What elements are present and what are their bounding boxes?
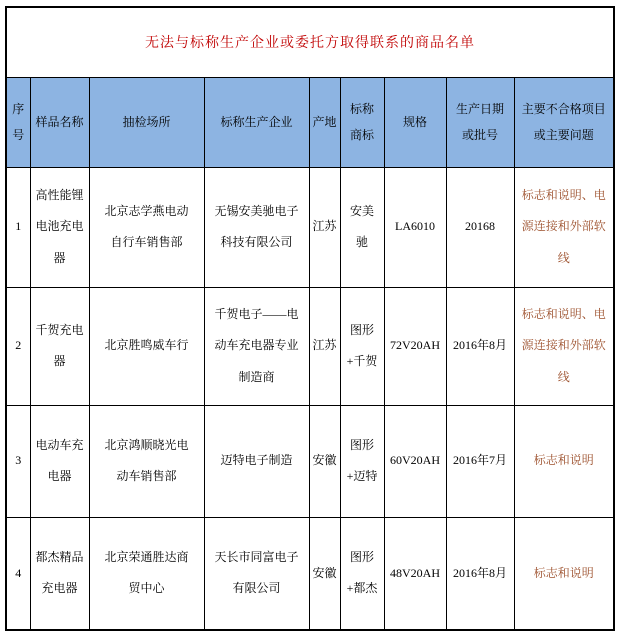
table-cell: 72V20AH: [384, 287, 446, 405]
table-row: [6, 167, 614, 287]
table-cell: 千贺充电器: [30, 287, 89, 405]
column-header: 产地: [309, 77, 340, 167]
table-cell: 北京荣通胜达商贸中心: [89, 517, 204, 630]
table-cell: 标志和说明: [514, 517, 614, 630]
table-cell: 迈特电子制造: [204, 405, 309, 517]
table-cell: 安美驰: [340, 167, 384, 287]
table-cell: 60V20AH: [384, 405, 446, 517]
table-cell: 江苏: [309, 287, 340, 405]
table-cell: 无锡安美驰电子科技有限公司: [204, 167, 309, 287]
column-header: 序号: [6, 77, 30, 167]
table-cell: 2016年8月: [446, 517, 514, 630]
column-header: 样品名称: [30, 77, 89, 167]
table-body: [6, 167, 614, 630]
table-cell: LA6010: [384, 167, 446, 287]
table-cell: 4: [6, 517, 30, 630]
table-cell: 图形+都杰: [340, 517, 384, 630]
table-cell: 北京鸿顺晓光电动车销售部: [89, 405, 204, 517]
table-cell: 北京胜鸣威车行: [89, 287, 204, 405]
inspection-results-table: [5, 6, 615, 631]
header-row: [6, 77, 614, 167]
table-cell: 标志和说明: [514, 405, 614, 517]
table-cell: 图形+千贺: [340, 287, 384, 405]
table-cell: 江苏: [309, 167, 340, 287]
column-header: 生产日期或批号: [446, 77, 514, 167]
table-cell: 2: [6, 287, 30, 405]
table-cell: 20168: [446, 167, 514, 287]
table-cell: 安徽: [309, 517, 340, 630]
column-header: 标称商标: [340, 77, 384, 167]
table-cell: 北京志学燕电动自行车销售部: [89, 167, 204, 287]
table-cell: 千贺电子——电动车充电器专业制造商: [204, 287, 309, 405]
table-cell: 高性能锂电池充电器: [30, 167, 89, 287]
column-header: 规格: [384, 77, 446, 167]
table-cell: 48V20AH: [384, 517, 446, 630]
title-row: [6, 7, 614, 77]
column-header: 抽检场所: [89, 77, 204, 167]
table-row: [6, 405, 614, 517]
table-cell: 天长市同富电子有限公司: [204, 517, 309, 630]
table-cell: 电动车充电器: [30, 405, 89, 517]
table-cell: 2016年7月: [446, 405, 514, 517]
table-cell: 3: [6, 405, 30, 517]
table-cell: 标志和说明、电源连接和外部软线: [514, 167, 614, 287]
table-cell: 都杰精品充电器: [30, 517, 89, 630]
table-cell: 标志和说明、电源连接和外部软线: [514, 287, 614, 405]
table-cell: 图形+迈特: [340, 405, 384, 517]
column-header: 标称生产企业: [204, 77, 309, 167]
table-row: [6, 287, 614, 405]
column-header: 主要不合格项目或主要问题: [514, 77, 614, 167]
table-cell: 1: [6, 167, 30, 287]
table-cell: 安徽: [309, 405, 340, 517]
table-title: 无法与标称生产企业或委托方取得联系的商品名单: [6, 7, 614, 77]
table-row: [6, 517, 614, 630]
table-cell: 2016年8月: [446, 287, 514, 405]
